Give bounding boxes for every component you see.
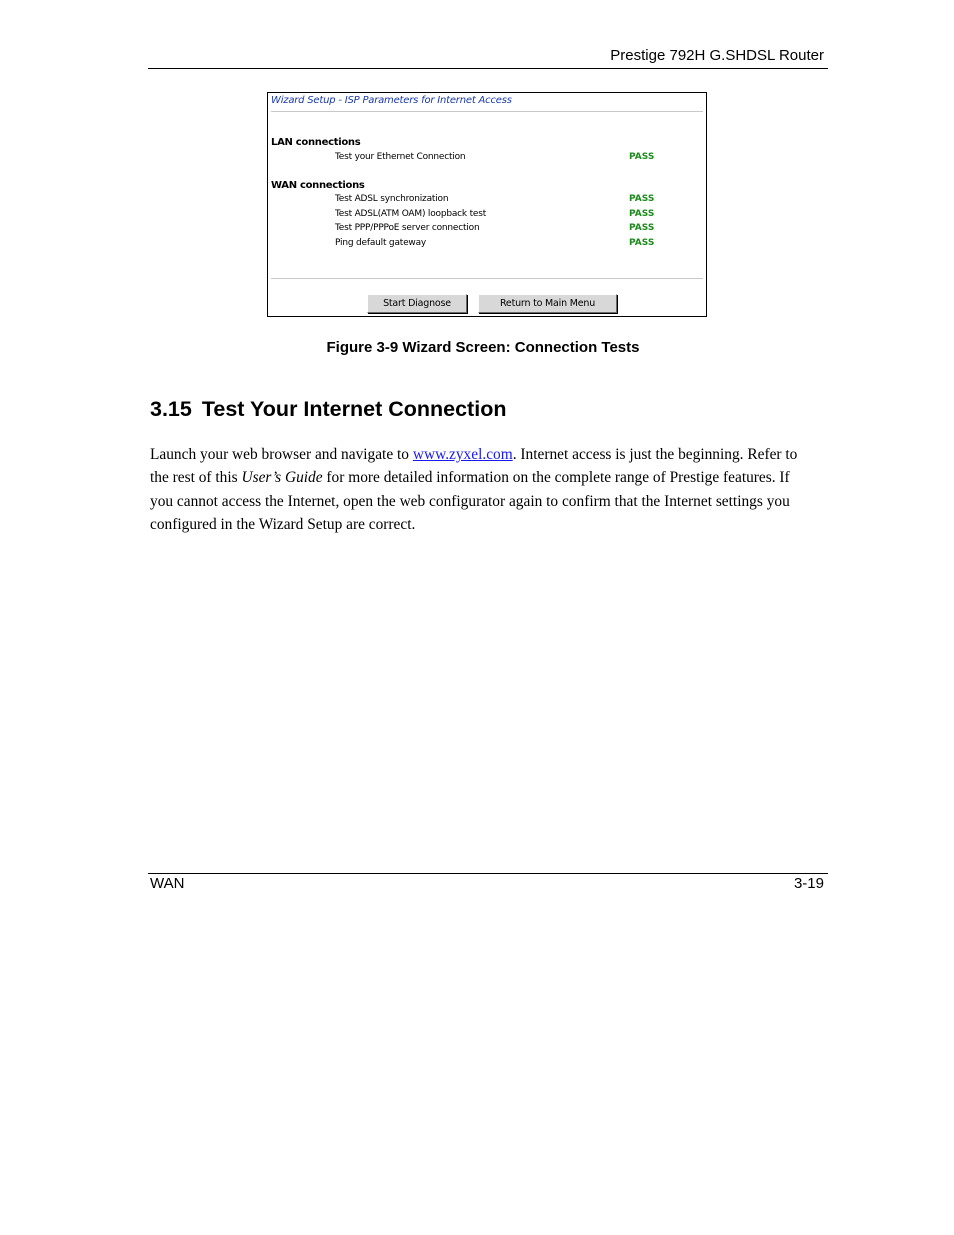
wizard-title: Wizard Setup - ISP Parameters for Internet Access — [271, 95, 512, 106]
test-row-ping-gateway — [268, 238, 706, 251]
test-row-adsl-loopback — [268, 209, 706, 222]
wizard-screenshot — [267, 92, 707, 317]
wan-connections-heading: WAN connections — [271, 180, 365, 191]
test-row-adsl-sync — [268, 194, 706, 207]
test-result-pass: PASS — [629, 152, 655, 162]
test-label: Ping default gateway — [335, 238, 427, 248]
figure-caption: Figure 3-9 Wizard Screen: Connection Tests — [326, 339, 640, 356]
header-rule — [148, 68, 828, 69]
section-title: Test Your Internet Connection — [201, 397, 507, 421]
zyxel-link[interactable]: www.zyxel.com — [412, 446, 513, 463]
test-row-ppp-server — [268, 223, 706, 236]
guide-title: User’s Guide — [241, 469, 323, 487]
test-result-pass: PASS — [629, 223, 655, 233]
test-result-pass: PASS — [629, 209, 655, 219]
return-to-main-menu-button[interactable]: Return to Main Menu — [478, 294, 617, 313]
test-label: Test your Ethernet Connection — [335, 152, 466, 162]
footer-rule — [148, 873, 828, 874]
footer-chapter: WAN — [150, 875, 185, 892]
section-heading — [150, 397, 506, 422]
lan-connections-heading: LAN connections — [271, 137, 361, 148]
test-result-pass: PASS — [629, 194, 655, 204]
start-diagnose-button[interactable]: Start Diagnose — [367, 294, 467, 313]
test-result-pass: PASS — [629, 238, 655, 248]
test-row-ethernet — [268, 152, 706, 165]
wizard-bottom-rule — [271, 278, 703, 279]
test-label: Test PPP/PPPoE server connection — [335, 223, 480, 233]
test-label: Test ADSL(ATM OAM) loopback test — [335, 209, 487, 219]
footer-page-number: 3-19 — [793, 875, 824, 892]
para-text: for more detailed information on the complete range of Prestige features. If you cannot access the Internet, open the web configurator again to confirm that the Internet settings you configured in the Wizard Setup are correct. — [150, 469, 790, 533]
para-text: Launch your web browser and navigate to — [150, 446, 413, 463]
body-paragraph — [150, 443, 814, 536]
page-header-title: Prestige 792H G.SHDSL Router — [610, 47, 824, 64]
section-number: 3.15 — [150, 397, 192, 421]
para-text: . Internet access is just the beginning. Refer to the rest of this — [150, 446, 798, 487]
test-label: Test ADSL synchronization — [335, 194, 449, 204]
wizard-title-rule — [271, 111, 703, 112]
